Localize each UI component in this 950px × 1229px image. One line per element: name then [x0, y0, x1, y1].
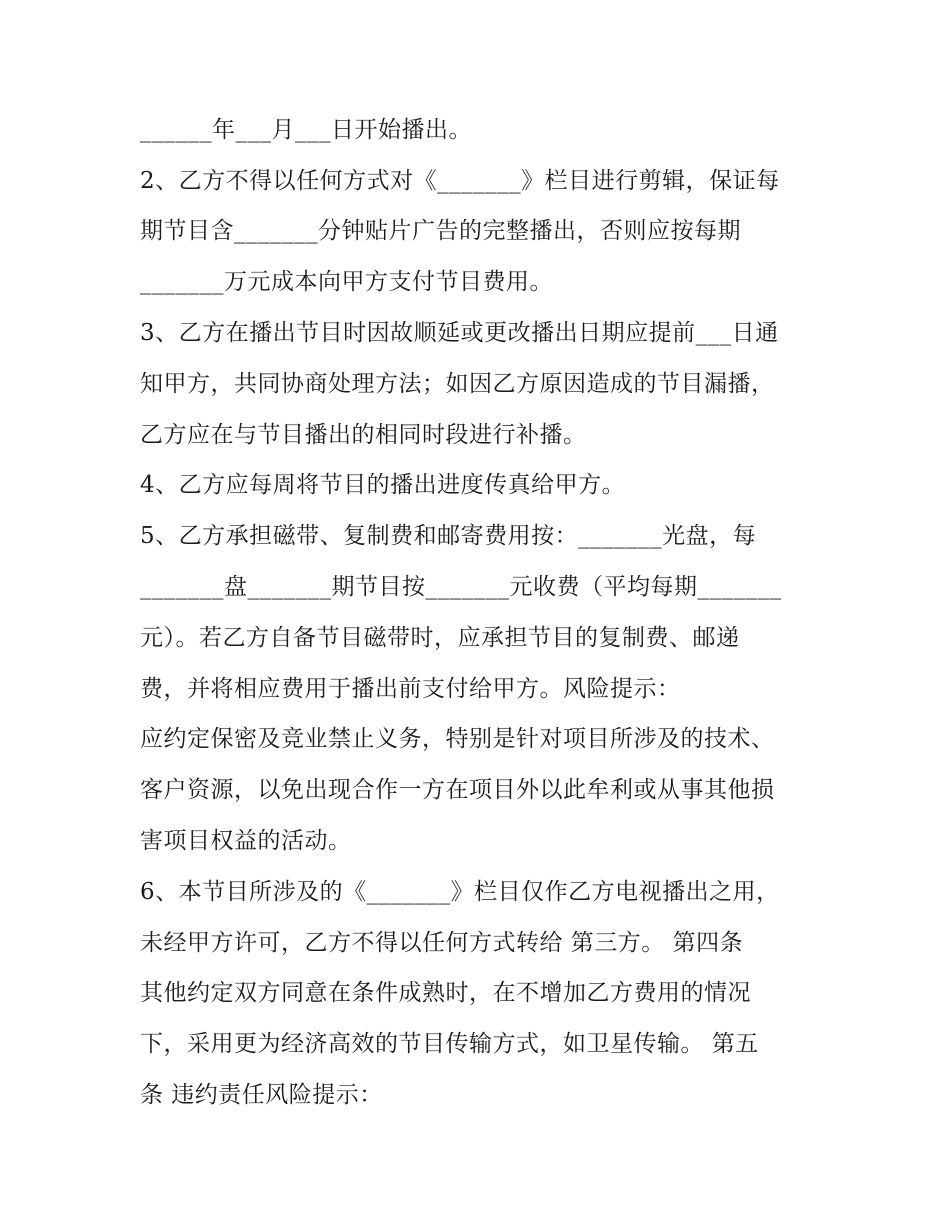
text-line: _______盘_______期节目按_______元收费（平均每期_______	[140, 574, 782, 600]
text-line: 乙方应在与节目播出的相同时段进行补播。	[140, 422, 587, 448]
text-line: 元）。若乙方自备节目磁带时，应承担节目的复制费、邮递	[140, 625, 740, 651]
text-line: 害项目权益的活动。	[140, 828, 352, 854]
text-line: ______年___月___日开始播出。	[140, 117, 472, 143]
text-line: 应约定保密及竞业禁止义务，特别是针对项目所涉及的技术、	[140, 726, 775, 752]
text-line: 期节目含_______分钟贴片广告的完整播出，否则应按每期	[140, 218, 741, 244]
text-line: 5、乙方承担磁带、复制费和邮寄费用按：_______光盘，每	[140, 523, 757, 549]
text-line: 6、本节目所涉及的《_______》栏目仅作乙方电视播出之用，	[140, 879, 780, 905]
text-line: 4、乙方应每周将节目的播出进度传真给甲方。	[140, 472, 626, 498]
text-line: 未经甲方许可，乙方不得以任何方式转给 第三方。 第四条	[140, 930, 744, 956]
text-line: 条 违约责任风险提示：	[140, 1082, 383, 1108]
text-line: 2、乙方不得以任何方式对《_______》栏目进行剪辑，保证每	[140, 168, 780, 194]
text-line: _______万元成本向甲方支付节目费用。	[140, 269, 553, 295]
text-line: 客户资源，以免出现合作一方在项目外以此牟利或从事其他损	[140, 777, 775, 803]
text-line: 知甲方，共同协商处理方法；如因乙方原因造成的节目漏播，	[140, 371, 775, 397]
text-line: 其他约定双方同意在条件成熟时，在不增加乙方费用的情况	[140, 980, 751, 1006]
text-line: 下，采用更为经济高效的节目传输方式，如卫星传输。 第五	[140, 1031, 759, 1057]
text-line: 费，并将相应费用于播出前支付给甲方。风险提示：	[140, 676, 681, 702]
text-line: 3、乙方在播出节目时因故顺延或更改播出日期应提前___日通	[140, 320, 779, 346]
